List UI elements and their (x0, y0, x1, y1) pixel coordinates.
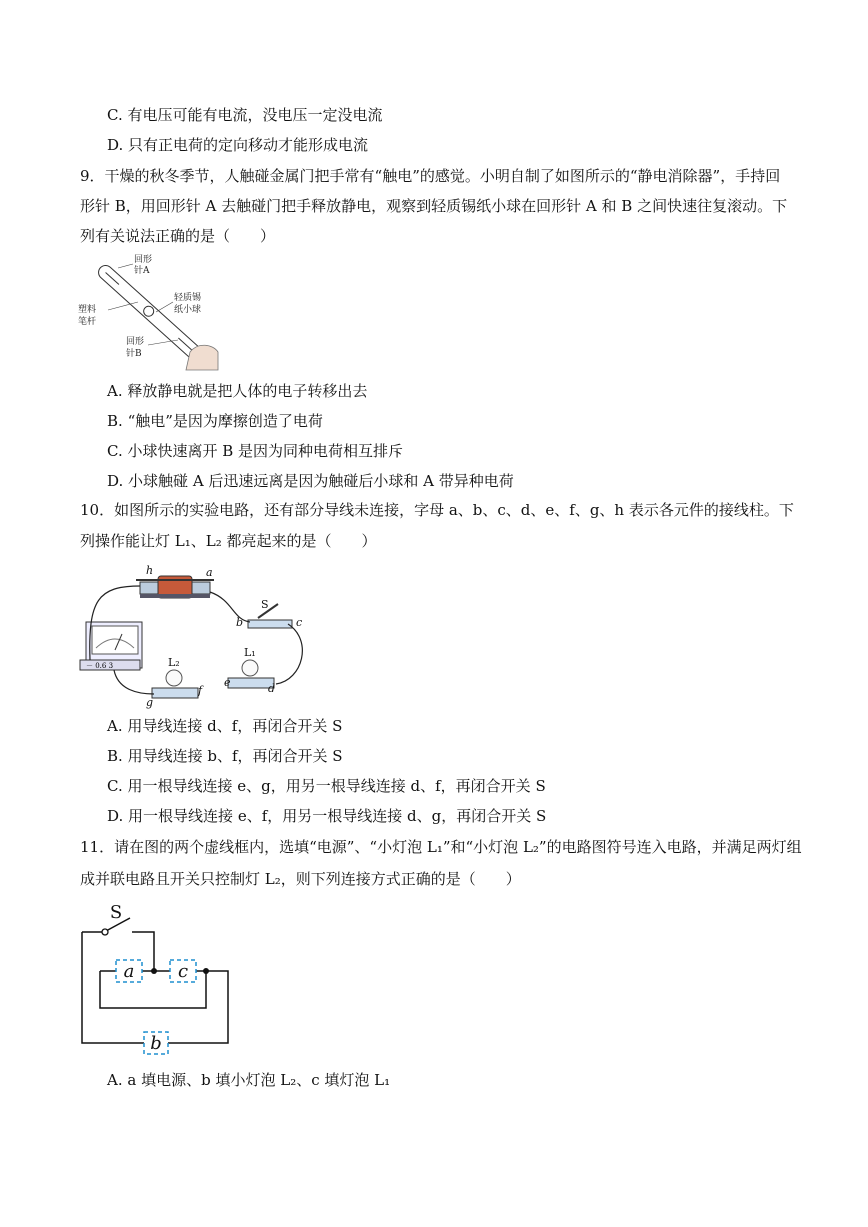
q10-option-a: A. 用导线连接 d、f，再闭合开关 S (107, 717, 343, 735)
svg-text:a: a (206, 566, 213, 579)
svg-text:L₂: L₂ (168, 656, 180, 669)
svg-text:h: h (146, 564, 154, 577)
svg-text:e: e (224, 676, 231, 689)
q10-stem-line2: 列操作能让灯 L₁、L₂ 都亮起来的是（ ） (80, 532, 377, 550)
svg-text:d: d (268, 682, 276, 695)
q11-stem-line2: 成并联电路且开关只控制灯 L₂，则下列连接方式正确的是（ ） (80, 870, 521, 888)
switch (248, 620, 292, 628)
svg-text:L₁: L₁ (244, 646, 256, 659)
q9-stem-line3: 列有关说法正确的是（ ） (80, 227, 276, 245)
q11-circuit-diagram (78, 900, 238, 1060)
svg-text:纸小球: 纸小球 (174, 305, 202, 315)
svg-text:针B: 针B (126, 349, 142, 359)
q9-option-b: B. “触电”是因为摩擦创造了电荷 (107, 412, 323, 430)
q10-option-d: D. 用一根导线连接 e、f，用另一根导线连接 d、g，再闭合开关 S (107, 807, 547, 825)
svg-text:c: c (296, 616, 303, 629)
svg-text:c: c (177, 961, 189, 982)
svg-text:回形: 回形 (134, 255, 153, 265)
q10-option-b: B. 用导线连接 b、f，再闭合开关 S (107, 747, 343, 765)
lamp-l2 (152, 688, 198, 698)
q8-option-d: D. 只有正电荷的定向移动才能形成电流 (107, 136, 369, 154)
svg-text:回形: 回形 (126, 337, 145, 347)
q11-stem-line1: 11．请在图的两个虚线框内，选填“电源”、“小灯泡 L₁”和“小灯泡 L₂”的电路图符号连入电路，并满足两灯组 (80, 838, 802, 856)
svg-text:S: S (109, 902, 123, 923)
svg-text:f: f (198, 684, 203, 697)
q10-circuit-figure (78, 560, 318, 710)
q10-option-c: C. 用一根导线连接 e、g，用另一根导线连接 d、f，再闭合开关 S (107, 777, 546, 795)
svg-text:b: b (236, 616, 244, 629)
q8-option-c: C. 有电压可能有电流，没电压一定没电流 (107, 106, 383, 124)
svg-text:g: g (146, 696, 154, 709)
q10-stem-line1: 10．如图所示的实验电路，还有部分导线未连接，字母 a、b、c、d、e、f、g、h 表示各元件的接线柱。下 (80, 501, 794, 519)
svg-text:笔杆: 笔杆 (78, 317, 97, 327)
q9-static-eliminator-figure (78, 252, 228, 372)
q9-stem-line2: 形针 B，用回形针 A 去触碰门把手释放静电，观察到轻质锡纸小球在回形针 A 和 B 之间快速往复滚动。下 (80, 197, 788, 215)
svg-text:轻质锡: 轻质锡 (174, 293, 202, 303)
q9-option-c: C. 小球快速离开 B 是因为同种电荷相互排斥 (107, 442, 404, 460)
svg-text:b: b (150, 1033, 162, 1054)
q11-option-a: A. a 填电源、b 填小灯泡 L₂、c 填灯泡 L₁ (107, 1071, 391, 1089)
q9-option-d: D. 小球触碰 A 后迅速远离是因为触碰后小球和 A 带异种电荷 (107, 472, 514, 490)
svg-text:－ 0.6 3: － 0.6 3 (86, 662, 114, 670)
q9-stem-line1: 9．干燥的秋冬季节，人触碰金属门把手常有“触电”的感觉。小明自制了如图所示的“静电消除器”，手持回 (80, 167, 781, 185)
svg-text:S: S (261, 598, 269, 611)
svg-text:针A: 针A (134, 266, 150, 276)
svg-text:塑料: 塑料 (78, 305, 97, 315)
q9-option-a: A. 释放静电就是把人体的电子转移出去 (107, 382, 368, 400)
svg-text:a: a (123, 961, 135, 982)
